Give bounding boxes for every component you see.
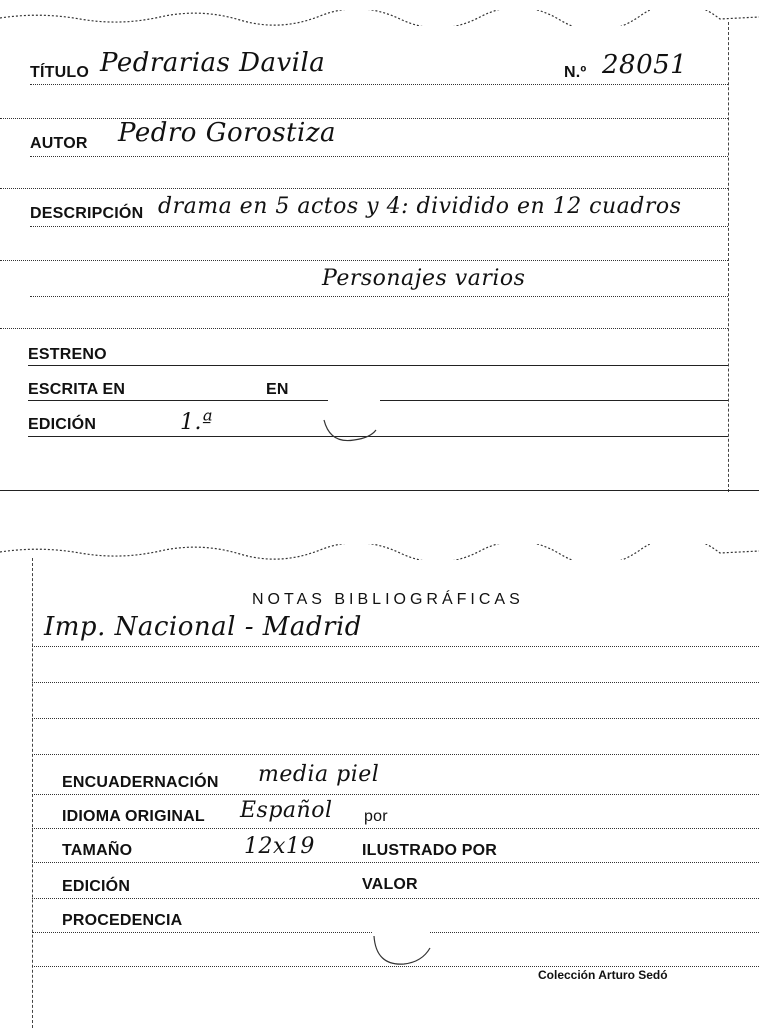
numero-label: N.º bbox=[564, 64, 587, 81]
rule bbox=[0, 188, 728, 189]
estreno-label: ESTRENO bbox=[28, 346, 107, 363]
rule bbox=[0, 260, 728, 261]
rule bbox=[28, 400, 328, 401]
autor-label: AUTOR bbox=[30, 135, 88, 152]
rule bbox=[32, 754, 759, 755]
por-label: por bbox=[364, 808, 388, 825]
escrita-label: ESCRITA EN bbox=[28, 381, 126, 398]
card-bottom-edge bbox=[0, 490, 759, 491]
rule bbox=[32, 966, 759, 967]
catalog-card-top bbox=[0, 0, 759, 492]
rule bbox=[430, 932, 759, 933]
notas-heading: NOTAS BIBLIOGRÁFICAS bbox=[252, 591, 524, 608]
descripcion-label: DESCRIPCIÓN bbox=[30, 205, 144, 222]
tamano-value: 12x19 bbox=[244, 834, 315, 859]
rule bbox=[0, 328, 728, 329]
rule bbox=[30, 156, 728, 157]
valor-label: VALOR bbox=[362, 876, 418, 893]
rule bbox=[30, 226, 728, 227]
rule bbox=[32, 828, 759, 829]
rule bbox=[32, 682, 759, 683]
autor-value: Pedro Gorostiza bbox=[118, 118, 337, 148]
rule bbox=[32, 794, 759, 795]
rule bbox=[0, 118, 728, 119]
tamano-label: TAMAÑO bbox=[62, 842, 133, 859]
titulo-value: Pedrarias Davila bbox=[100, 48, 326, 78]
rule bbox=[380, 400, 728, 401]
torn-edge bbox=[0, 10, 759, 26]
left-margin-line bbox=[32, 558, 33, 1028]
catalog-card-bottom bbox=[0, 540, 759, 1028]
rule bbox=[32, 862, 759, 863]
coleccion-footer: Colección Arturo Sedó bbox=[538, 968, 668, 982]
procedencia-label: PROCEDENCIA bbox=[62, 912, 183, 929]
edicion-label: EDICIÓN bbox=[28, 416, 97, 433]
ilustrado-label: ILUSTRADO POR bbox=[362, 842, 498, 859]
edicion-value: 1.ª bbox=[180, 410, 213, 435]
punch-hole bbox=[320, 400, 380, 446]
descripcion-value: drama en 5 actos y 4: dividido en 12 cuadros bbox=[158, 194, 682, 219]
titulo-label: TÍTULO bbox=[30, 64, 89, 81]
torn-edge bbox=[0, 544, 759, 560]
idioma-value: Español bbox=[240, 798, 333, 823]
edicion-label-2: EDICIÓN bbox=[62, 878, 131, 895]
rule bbox=[30, 296, 728, 297]
punch-hole bbox=[368, 924, 434, 972]
en-label: EN bbox=[266, 381, 289, 398]
encuadernacion-label: ENCUADERNACIÓN bbox=[62, 774, 219, 791]
rule bbox=[30, 84, 728, 85]
notas-value: Imp. Nacional - Madrid bbox=[44, 612, 362, 642]
rule bbox=[32, 898, 759, 899]
rule bbox=[32, 718, 759, 719]
rule bbox=[32, 646, 759, 647]
right-margin-line bbox=[728, 22, 729, 492]
idioma-label: IDIOMA ORIGINAL bbox=[62, 808, 205, 825]
numero-value: 28051 bbox=[602, 50, 688, 80]
encuadernacion-value: media piel bbox=[258, 762, 380, 787]
descripcion-value-2: Personajes varios bbox=[322, 266, 526, 291]
rule bbox=[28, 365, 728, 366]
rule bbox=[32, 932, 372, 933]
